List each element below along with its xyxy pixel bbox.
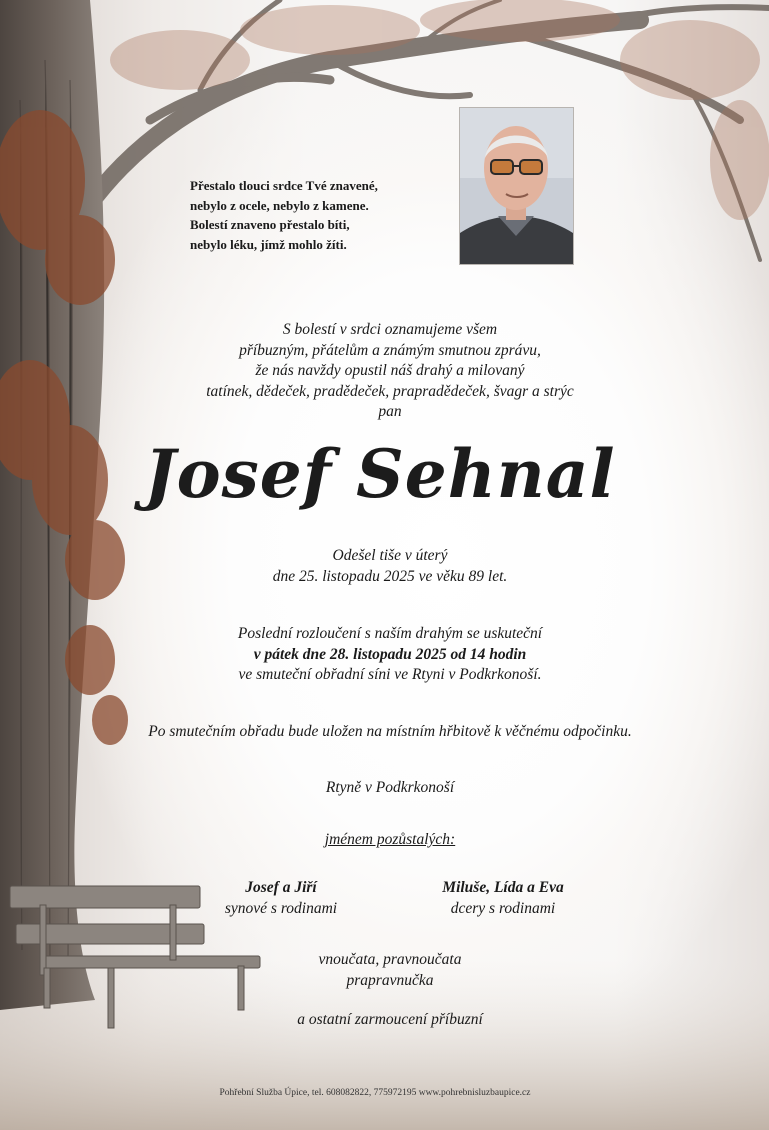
farewell-date: v pátek dne 28. listopadu 2025 od 14 hodin [253, 645, 527, 663]
deceased-portrait [459, 107, 574, 265]
farewell-line-1: Poslední rozloučení s naším drahým se uskuteční [237, 625, 543, 642]
sons-group [206, 878, 356, 919]
intro-line: S bolestí v srdci oznamujeme všem [282, 321, 498, 338]
daughters-names: Miluše, Lída a Eva [442, 879, 564, 896]
burial-notice: Po smutečním obřadu bude uložen na místním hřbitově k věčnému odpočinku. [148, 723, 632, 740]
announcement-intro [100, 320, 680, 423]
poem-line: Bolestí znaveno přestalo bíti, [190, 217, 350, 232]
death-line-1: Odešel tiše v úterý [332, 547, 448, 564]
funeral-service-footer: Pohřební Služba Úpice, tel. 608082822, 775972195 www.pohrebnisluzbaupice.cz [219, 1088, 531, 1098]
on-behalf-heading [120, 830, 660, 851]
sons-role: synové s rodinami [224, 899, 338, 917]
poem-line: nebylo léku, jímž mohlo žíti. [190, 236, 347, 252]
farewell-info [120, 624, 660, 686]
poem-line: Přestalo tlouci srdce Tvé znavené, [190, 178, 378, 193]
farewell-line-3: ve smuteční obřadní síni ve Rtyni v Podkrkonoší. [238, 666, 542, 683]
death-line-2: dne 25. listopadu 2025 ve věku 89 let. [272, 567, 508, 585]
other-relatives: a ostatní zarmoucení příbuzní [297, 1011, 483, 1028]
grandchildren [120, 950, 660, 991]
grandchildren-line-1: vnoučata, pravnoučata [318, 951, 462, 968]
place: Rtyně v Podkrkonoší [325, 779, 455, 796]
intro-line: pan [378, 403, 402, 420]
deceased-name: Josef Sehnal [144, 435, 616, 513]
grandchildren-line-2: prapravnučka [346, 971, 434, 989]
sons-names: Josef a Jiří [245, 879, 317, 896]
intro-line: tatínek, dědeček, pradědeček, prapradědeček, švagr a strýc [206, 382, 574, 400]
on-behalf-text: jménem pozůstalých: [324, 831, 456, 848]
daughters-role: dcery s rodinami [450, 899, 556, 917]
intro-line: příbuzným, přátelům a známým smutnou zprávu, [239, 341, 541, 359]
daughters-group [418, 878, 588, 919]
intro-line: že nás navždy opustil náš drahý a milovaný [255, 362, 525, 379]
death-notice [120, 546, 660, 587]
poem-line: nebylo z ocele, nebylo z kamene. [190, 197, 369, 213]
memorial-poem [190, 176, 378, 254]
